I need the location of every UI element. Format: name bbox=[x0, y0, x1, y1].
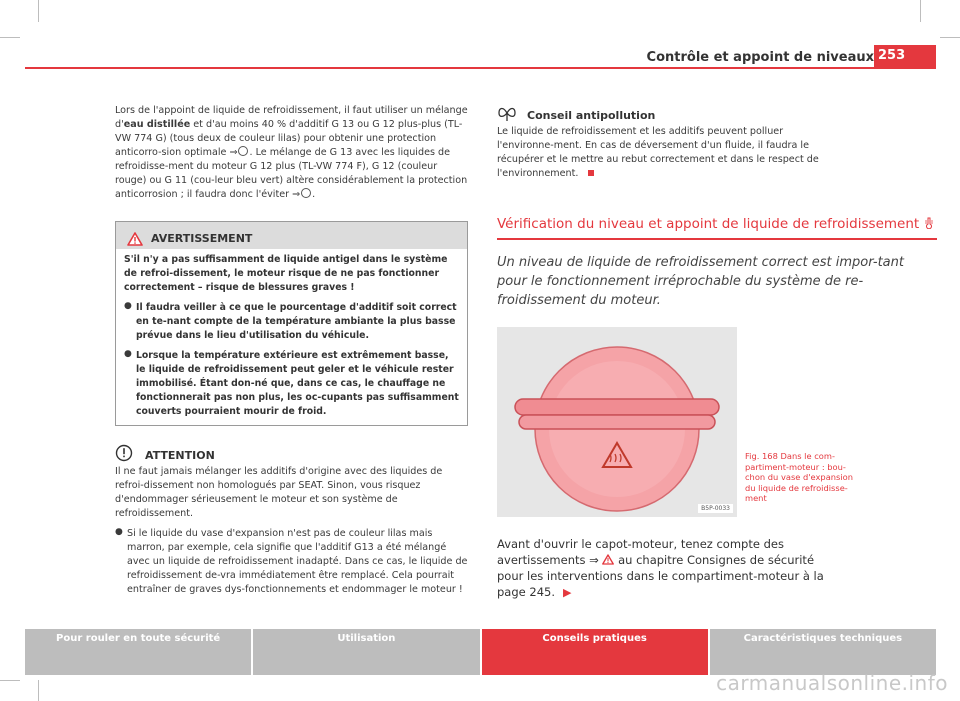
crop-mark bbox=[920, 0, 921, 22]
list-item: ● Si le liquide du vase d'expansion n'est pas de couleur lilas mais marron, par exemple, cela signifie que l'additif G13 a été mélangé avec un liquide de refroidissement inadapté. Dans ce cas, le liquide de refroidissement de-vra immédiatement être remplacé. Cela pourrait entraîner de graves dys-fonctionnements et endommager le moteur ! bbox=[115, 527, 468, 595]
page-header-title: Contrôle et appoint de niveaux bbox=[646, 50, 874, 65]
section-intro: Un niveau de liquide de refroidissement correct est impor-tant pour le fonctionnement irréprochable du système de re-froidissement du moteur. bbox=[497, 255, 904, 308]
distilled-water-term: eau distillée bbox=[123, 119, 191, 130]
section-rule bbox=[497, 238, 937, 240]
tab-safety[interactable]: Pour rouler en toute sécurité bbox=[25, 629, 253, 675]
header-rule bbox=[25, 67, 936, 69]
eco-header bbox=[497, 104, 937, 122]
crop-mark bbox=[0, 680, 20, 681]
section-title: Vérification du niveau et appoint de liquide de refroidissement bbox=[497, 215, 937, 233]
tab-practical-tips[interactable]: Conseils pratiques bbox=[482, 629, 710, 675]
list-item: ● Il faudra veiller à ce que le pourcentage d'additif soit correct en te-nant compte de la température ambiante la plus basse prévue dans le lieu d'utilisation du véhicule. bbox=[124, 301, 457, 341]
tab-technical-specs[interactable]: Caractéristiques techniques bbox=[710, 629, 936, 675]
tab-usage[interactable]: Utilisation bbox=[253, 629, 481, 675]
chapter-tabs bbox=[25, 629, 936, 675]
eco-title: Conseil antipollution bbox=[527, 109, 656, 122]
warning-lead: S'il n'y a pas suffisamment de liquide antigel dans le système de refroi-dissement, le moteur risque de ne pas fonctionner correctement – risque de blessures graves ! bbox=[124, 254, 448, 293]
figure bbox=[497, 327, 937, 517]
coolant-mix-paragraph: Lors de l'appoint de liquide de refroidissement, il faut utiliser un mélange d'eau distillée et d'au moins 40 % d'additif G 13 ou G 12 plus-plus (TL-VW 774 G) (tous deux de couleur lilas) pour obtenir une protection anticorro-sion optimale ⇒ . Le mélange de G 13 avec les liquides de refroidisse-ment du moteur G 12 plus (TL-VW 774 F), G 12 (couleur rouge) ou G 11 (cou-leur bleu vert) altère considérablement la protection anticorrosion ; il faudra donc l'éviter ⇒ . bbox=[115, 105, 468, 200]
right-column bbox=[497, 104, 937, 601]
attention-ref-icon[interactable] bbox=[238, 146, 248, 156]
attention-title: ATTENTION bbox=[145, 449, 215, 462]
warning-title: AVERTISSEMENT bbox=[151, 232, 253, 245]
crop-mark bbox=[940, 37, 960, 38]
warning-triangle-icon bbox=[127, 232, 143, 246]
crop-mark bbox=[38, 680, 39, 701]
bullet-icon: ● bbox=[124, 301, 132, 311]
coolant-cap-image bbox=[497, 327, 737, 517]
attention-ref-icon[interactable] bbox=[301, 188, 311, 198]
attention-circle-icon bbox=[115, 444, 133, 462]
continue-arrow-icon: ▶ bbox=[562, 586, 572, 599]
warning-header bbox=[116, 222, 467, 249]
watermark: carmanualsonline.info bbox=[716, 671, 948, 695]
figure-caption: Fig. 168 Dans le com-partiment-moteur : bou-chon du vase d'expansion du liquide de refroidisse-ment bbox=[745, 451, 854, 503]
coolant-cap-illustration bbox=[497, 327, 737, 517]
eco-text: Le liquide de refroidissement et les additifs peuvent polluer l'environne-ment. En cas de déversement d'un fluide, il faudra le récupérer et le mettre au rebut correctement et dans le respect de l'environnement. bbox=[497, 126, 819, 179]
end-of-section-marker bbox=[588, 170, 594, 176]
list-item: ● Lorsque la température extérieure est extrêmement basse, le liquide de refroidissement peut geler et le véhicule rester immobilisé. Étant don-né que, dans ce cas, le chauffage ne fonctionnerait pas non plus, les oc-cupants pas suffisamment couverts pourraient mourir de froid. bbox=[124, 349, 459, 417]
left-column bbox=[115, 104, 468, 597]
attention-header bbox=[115, 444, 468, 462]
bullet-icon: ● bbox=[115, 527, 123, 537]
crop-mark bbox=[38, 0, 39, 22]
bullet-icon: ● bbox=[124, 349, 132, 359]
crop-mark bbox=[0, 37, 20, 38]
thermometer-icon bbox=[923, 217, 935, 229]
eco-leaf-icon bbox=[497, 104, 517, 122]
warning-triangle-icon[interactable] bbox=[602, 554, 614, 565]
hood-warning-paragraph: Avant d'ouvrir le capot-moteur, tenez compte des avertissements ⇒ au chapitre Consignes de sécurité pour les interventions dans le compartiment-moteur à la page 245. ▶ bbox=[497, 537, 824, 599]
page-number: 253 bbox=[874, 45, 936, 67]
attention-text: Il ne faut jamais mélanger les additifs d'origine avec des liquides de refroi-dissement non homologués par SEAT. Sinon, vous risquez d'endommager sérieusement le moteur et son système de refroidissement. bbox=[115, 466, 443, 519]
figure-id: B5P-0033 bbox=[698, 504, 733, 513]
warning-box bbox=[115, 221, 468, 426]
